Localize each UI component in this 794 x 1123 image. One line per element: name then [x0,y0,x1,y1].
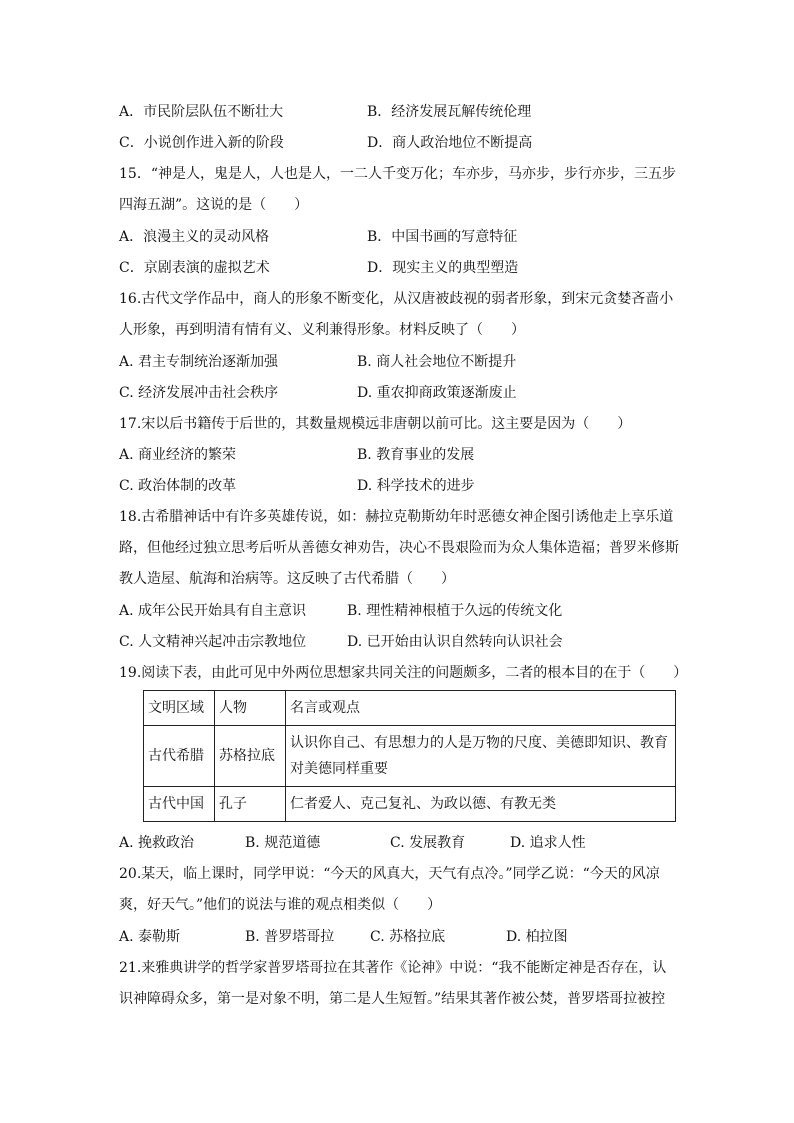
q15-stem-line-1: 15．“神是人，鬼是人，人也是人，一二人千变万化；车亦步，马亦步，步行亦步，三五步 [119,166,676,182]
q14-option-a[interactable]: A．市民阶层队伍不断壮大 [119,104,284,120]
q19-option-b[interactable]: B. 规范道德 [245,835,321,851]
q14-option-c[interactable]: C．小说创作进入新的阶段 [119,135,284,151]
table-header-cell: 人物 [215,691,286,726]
q21-stem-line-2: 识神障碍众多，第一是对象不明，第二是人生短暂。”结果其著作被公焚，普罗塔哥拉被控 [119,991,666,1007]
table-cell: 仁者爱人、克己复礼、为政以德、有教无类 [286,787,676,822]
table-cell: 孔子 [215,787,286,822]
q18-option-d[interactable]: D. 已开始由认识自然转向认识社会 [347,634,563,650]
q17-stem-line-1: 17.宋以后书籍传于后世的，其数量规模远非唐朝以前可比。这主要是因为（ ） [119,416,632,432]
q16-option-c[interactable]: C. 经济发展冲击社会秩序 [119,385,279,401]
q18-option-b[interactable]: B. 理性精神根植于久远的传统文化 [347,603,563,619]
table-header-cell: 名言或观点 [286,691,676,726]
q18-option-a[interactable]: A. 成年公民开始具有自主意识 [119,603,307,619]
table-cell: 苏格拉底 [215,726,286,787]
q16-option-a[interactable]: A. 君主专制统治逐渐加强 [119,354,279,370]
q16-option-b[interactable]: B. 商人社会地位不断提升 [357,354,517,370]
table-cell: 古代中国 [144,787,215,822]
q19-table [143,690,676,822]
q14-option-b[interactable]: B．经济发展瓦解传统伦理 [367,104,532,120]
q17-option-b[interactable]: B. 教育事业的发展 [357,447,475,463]
q15-stem-line-2: 四海五湖”。这说的是（ ） [119,197,309,213]
q20-option-b[interactable]: B. 普罗塔哥拉 [245,929,335,945]
q17-option-c[interactable]: C. 政治体制的改革 [119,478,237,494]
q17-option-a[interactable]: A. 商业经济的繁荣 [119,447,237,463]
q19-option-c[interactable]: C. 发展教育 [390,835,466,851]
q17-option-d[interactable]: D. 科学技术的进步 [357,478,475,494]
q18-stem-line-1: 18.古希腊神话中有许多英雄传说，如：赫拉克勒斯幼年时恶德女神企图引诱他走上享乐道 [119,509,674,525]
q16-stem-line-1: 16.古代文学作品中，商人的形象不断变化，从汉唐被歧视的弱者形象，到宋元贪婪吝啬小 [119,291,674,307]
q15-option-c[interactable]: C．京剧表演的虚拟艺术 [119,260,270,276]
q19-option-d[interactable]: D. 追求人性 [510,835,586,851]
table-row [144,787,676,822]
table-header-cell: 文明区域 [144,691,215,726]
q20-option-a[interactable]: A. 泰勒斯 [119,929,181,945]
q18-option-c[interactable]: C. 人文精神兴起冲击宗教地位 [119,634,307,650]
q21-stem-line-1: 21.来雅典讲学的哲学家普罗塔哥拉在其著作《论神》中说：“我不能断定神是否存在，认 [119,960,667,976]
q20-stem-line-1: 20.某天，临上课时，同学甲说：“今天的风真大，天气有点冷。”同学乙说：“今天的风凉 [119,866,660,882]
q16-option-d[interactable]: D. 重农抑商政策逐渐废止 [357,385,517,401]
table-cell: 古代希腊 [144,726,215,787]
q14-option-d[interactable]: D．商人政治地位不断提高 [367,135,533,151]
q19-option-a[interactable]: A. 挽救政治 [119,835,195,851]
table-cell: 认识你自己、有思想力的人是万物的尺度、美德即知识、教育对美德同样重要 [286,726,676,787]
q18-stem-line-3: 教人造屋、航海和治病等。这反映了古代希腊（ ） [119,571,455,587]
table-row [144,726,676,787]
table-header-row [144,691,676,726]
q15-option-b[interactable]: B．中国书画的写意特征 [367,229,518,245]
q15-option-d[interactable]: D．现实主义的典型塑造 [367,260,519,276]
q15-option-a[interactable]: A．浪漫主义的灵动风格 [119,229,270,245]
q20-option-c[interactable]: C. 苏格拉底 [370,929,446,945]
q18-stem-line-2: 路，但他经过独立思考后听从善德女神劝告，决心不畏艰险而为众人集体造福；普罗米修斯 [119,540,679,556]
q20-option-d[interactable]: D. 柏拉图 [506,929,568,945]
q19-stem-line-1: 19.阅读下表，由此可见中外两位思想家共同关注的问题颇多，二者的根本目的在于（ ） [119,665,688,681]
q16-stem-line-2: 人形象，再到明清有情有义、义利兼得形象。材料反映了（ ） [119,322,525,338]
q20-stem-line-2: 爽，好天气。”他们的说法与谁的观点相类似（ ） [119,897,442,913]
